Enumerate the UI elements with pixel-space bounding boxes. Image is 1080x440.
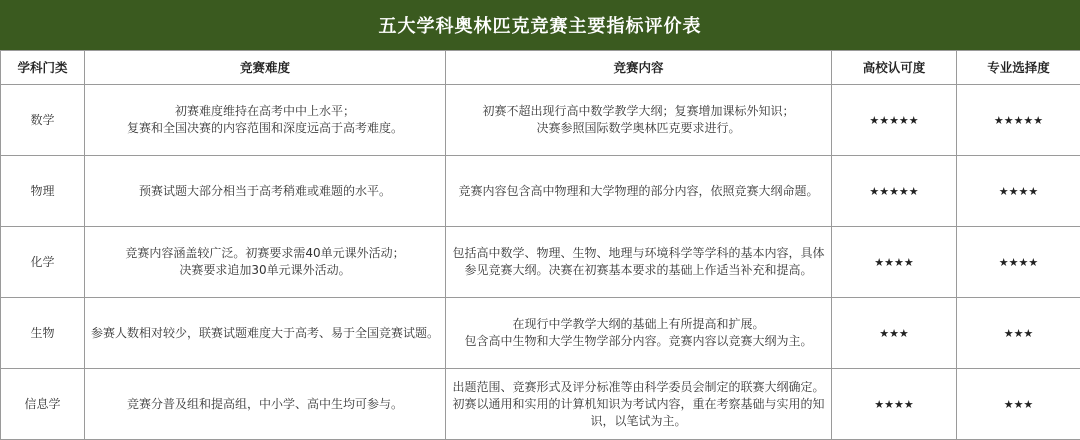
header-content: 竞赛内容 [446,51,832,85]
subject-cell: 生物 [1,298,85,369]
recognition-stars: ★★★ [832,298,957,369]
difficulty-line: 参赛人数相对较少，联赛试题难度大于高考、易于全国竞赛试题。 [91,325,439,342]
difficulty-line: 竞赛分普及组和提高组，中小学、高中生均可参与。 [91,396,439,413]
major-choice-stars: ★★★ [957,369,1080,440]
content-line: 包含高中生物和大学生物学部分内容。竞赛内容以竞赛大纲为主。 [452,333,825,350]
difficulty-cell [85,227,446,298]
content-line: 参见竞赛大纲。决赛在初赛基本要求的基础上作适当补充和提高。 [452,262,825,279]
table-row [1,85,1080,156]
header-row [1,51,1080,85]
subject-cell: 物理 [1,156,85,227]
major-choice-stars: ★★★ [957,298,1080,369]
content-line: 竞赛内容包含高中物理和大学物理的部分内容，依照竞赛大纲命题。 [452,183,825,200]
subject-cell: 信息学 [1,369,85,440]
content-line: 识，以笔试为主。 [452,413,825,430]
content-cell [446,369,832,440]
content-cell [446,85,832,156]
header-difficulty: 竞赛难度 [85,51,446,85]
content-line: 出题范围、竞赛形式及评分标准等由科学委员会制定的联赛大纲确定。 [452,379,825,396]
subject-cell: 数学 [1,85,85,156]
recognition-stars: ★★★★★ [832,156,957,227]
table-row [1,227,1080,298]
major-choice-stars: ★★★★ [957,156,1080,227]
major-choice-stars: ★★★★★ [957,85,1080,156]
difficulty-line: 决赛要求追加30单元课外活动。 [91,262,439,279]
difficulty-line: 复赛和全国决赛的内容范围和深度远高于高考难度。 [91,120,439,137]
content-cell [446,298,832,369]
difficulty-cell [85,369,446,440]
difficulty-line: 竞赛内容涵盖较广泛。初赛要求需40单元课外活动； [91,245,439,262]
difficulty-cell [85,156,446,227]
content-line: 包括高中数学、物理、生物、地理与环境科学等学科的基本内容，具体 [452,245,825,262]
content-line: 在现行中学教学大纲的基础上有所提高和扩展。 [452,316,825,333]
header-subject: 学科门类 [1,51,85,85]
difficulty-line: 初赛难度维持在高考中中上水平； [91,103,439,120]
difficulty-cell [85,298,446,369]
header-major-choice: 专业选择度 [957,51,1080,85]
difficulty-line: 预赛试题大部分相当于高考稍难或难题的水平。 [91,183,439,200]
difficulty-cell [85,85,446,156]
table-row [1,369,1080,440]
content-line: 初赛不超出现行高中数学教学大纲；复赛增加课标外知识； [452,103,825,120]
recognition-stars: ★★★★ [832,227,957,298]
header-recognition: 高校认可度 [832,51,957,85]
subject-cell: 化学 [1,227,85,298]
table-row [1,156,1080,227]
table-title: 五大学科奥林匹克竞赛主要指标评价表 [0,0,1080,50]
evaluation-table [0,50,1080,440]
content-cell [446,156,832,227]
content-line: 初赛以通用和实用的计算机知识为考试内容，重在考察基础与实用的知 [452,396,825,413]
recognition-stars: ★★★★ [832,369,957,440]
content-cell [446,227,832,298]
recognition-stars: ★★★★★ [832,85,957,156]
table-row [1,298,1080,369]
major-choice-stars: ★★★★ [957,227,1080,298]
content-line: 决赛参照国际数学奥林匹克要求进行。 [452,120,825,137]
